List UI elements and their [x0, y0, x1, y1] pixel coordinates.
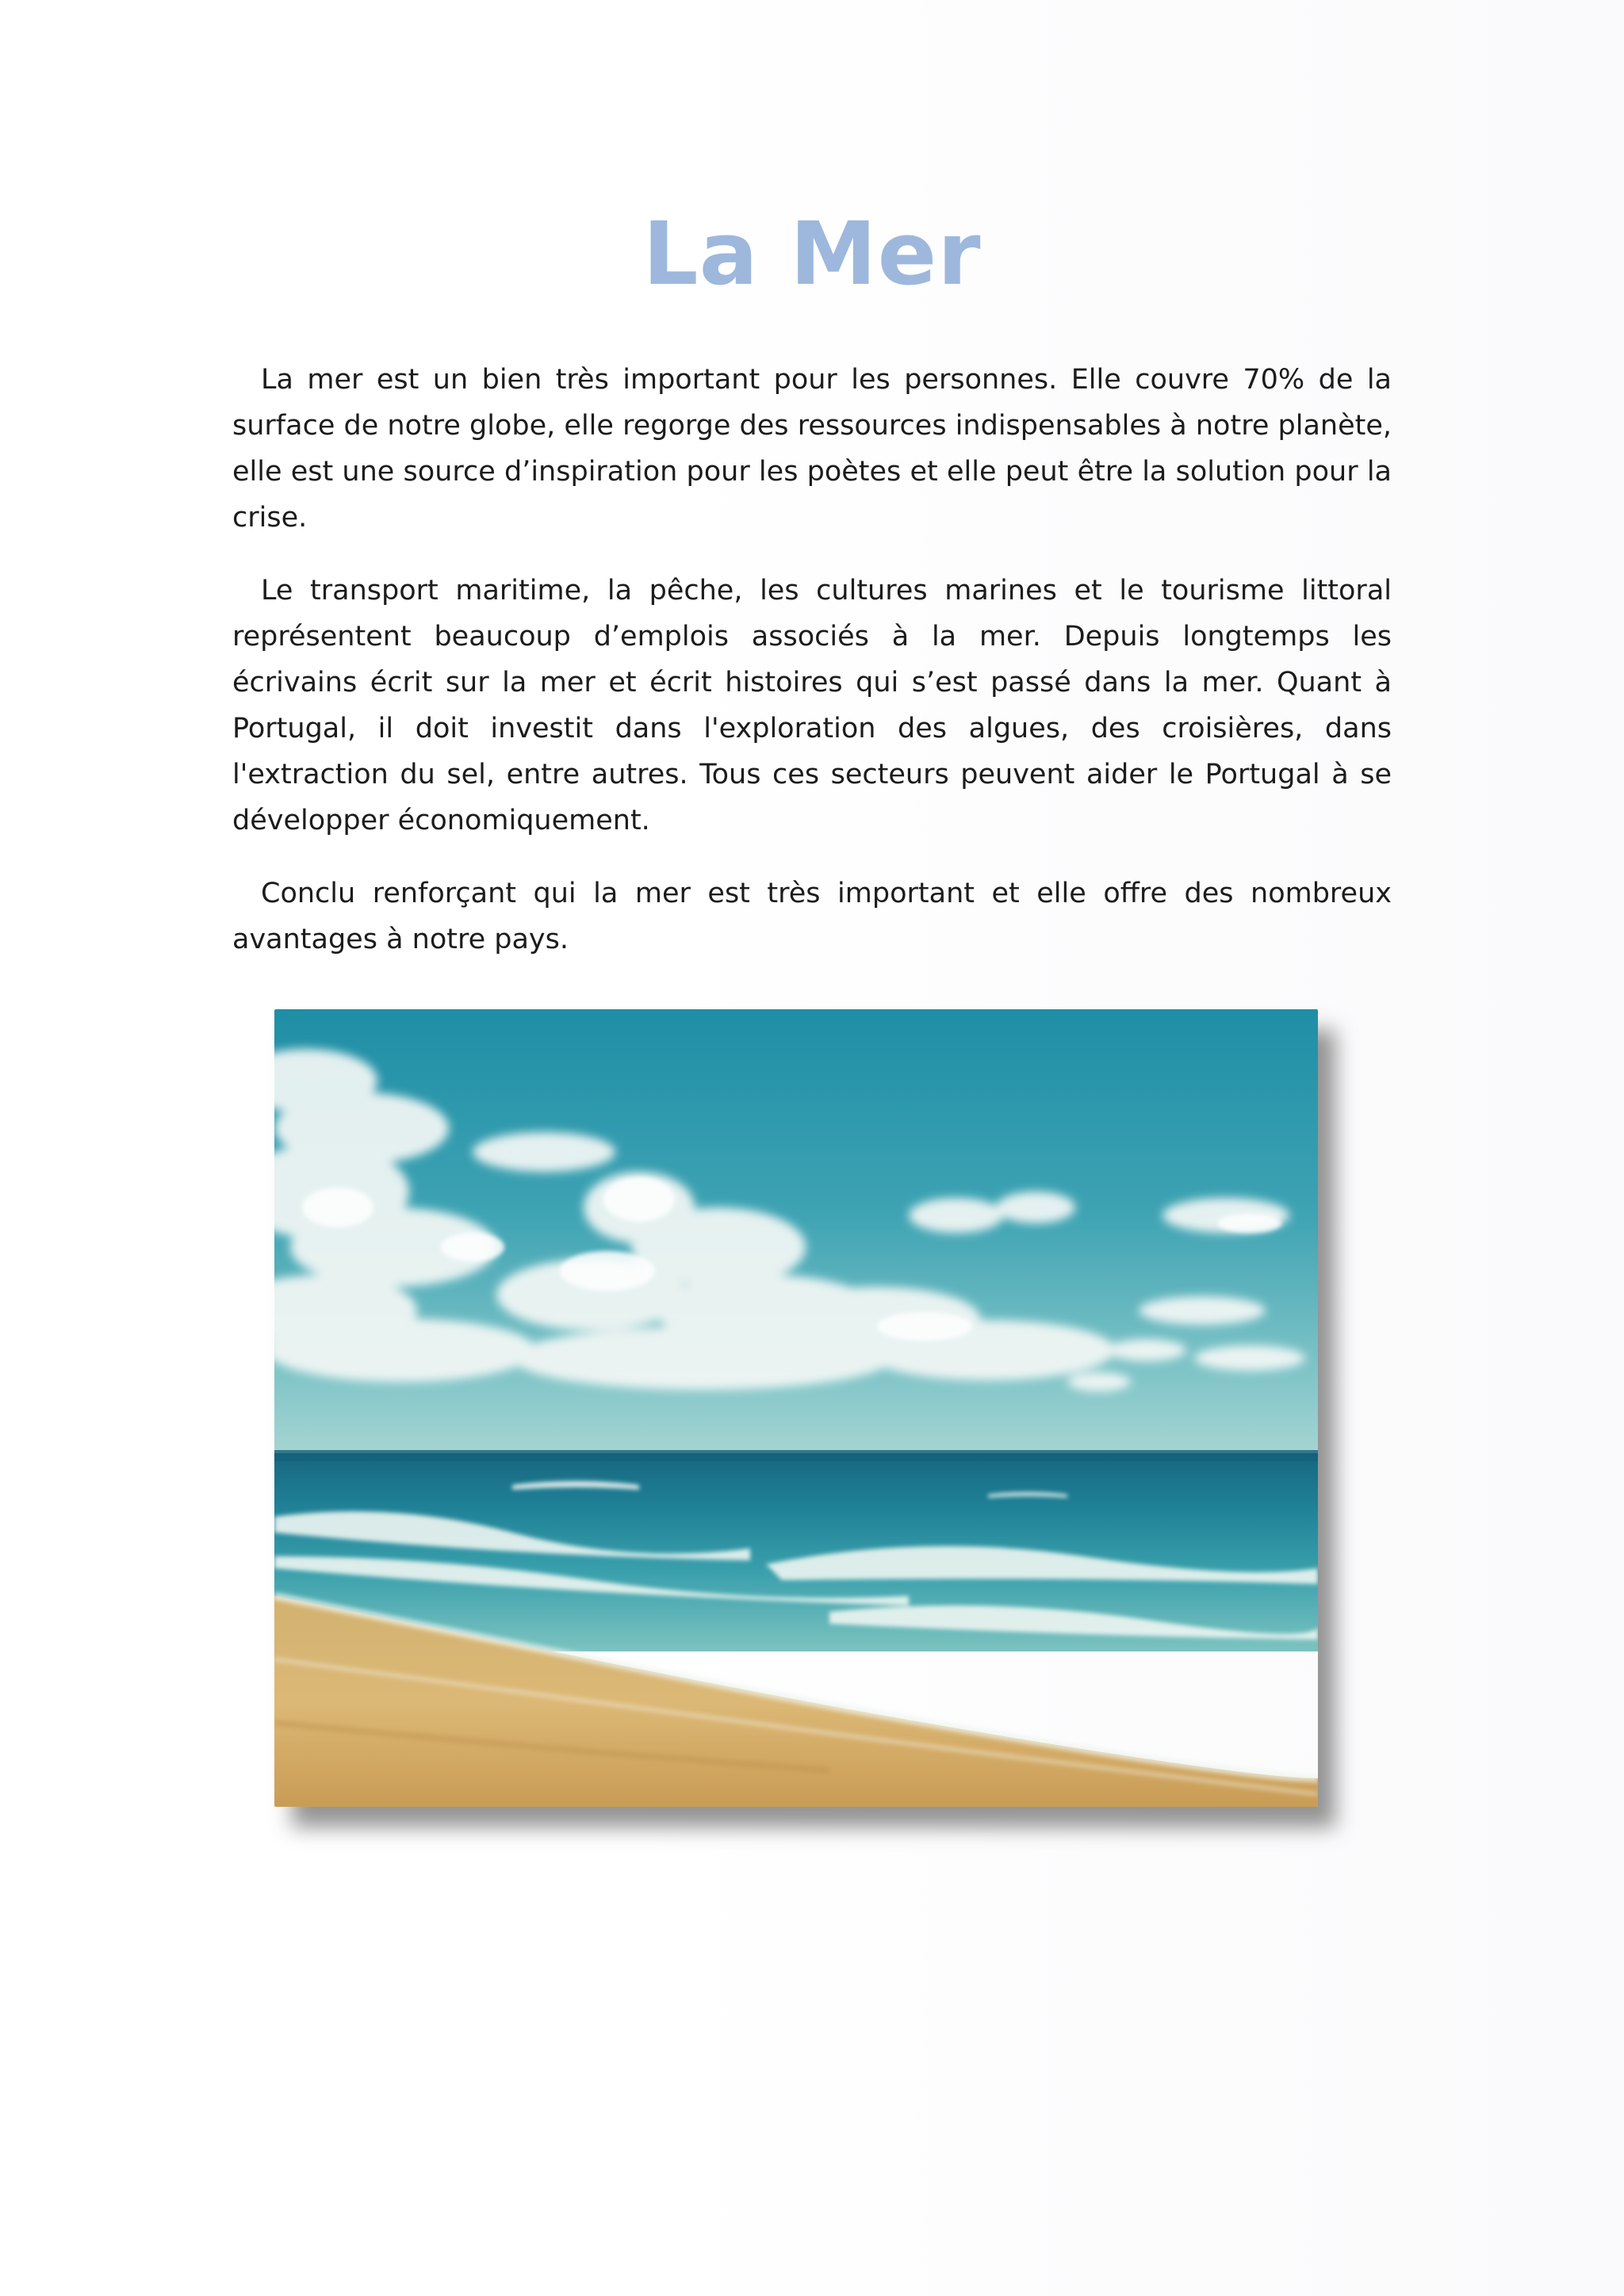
- seascape-painting: [274, 1009, 1318, 1807]
- body-text: [232, 357, 1392, 989]
- page-title: La Mer: [642, 203, 982, 304]
- paragraph-3: Conclu renforçant qui la mer est très important et elle offre des nombreux avantages à notre pays.: [232, 878, 1392, 955]
- paragraph-2: Le transport maritime, la pêche, les cultures marines et le tourisme littoral représentent beaucoup d’emplois associés à la mer. Depuis longtemps les écrivains écrit sur la mer et écrit histoires qui s’est passé dans la mer. Quant à Portugal, il doit investit dans l'exploration des algues, des croisières, dans l'extraction du sel, entre autres. Tous ces secteurs peuvent aider le Portugal à se développer économiquement.: [232, 575, 1392, 836]
- paragraph-1: La mer est un bien très important pour les personnes. Elle couvre 70% de la surface de notre globe, elle regorge des ressources indispensables à notre planète, elle est une source d’inspiration pour les poètes et elle peut être la solution pour la crise.: [232, 364, 1392, 534]
